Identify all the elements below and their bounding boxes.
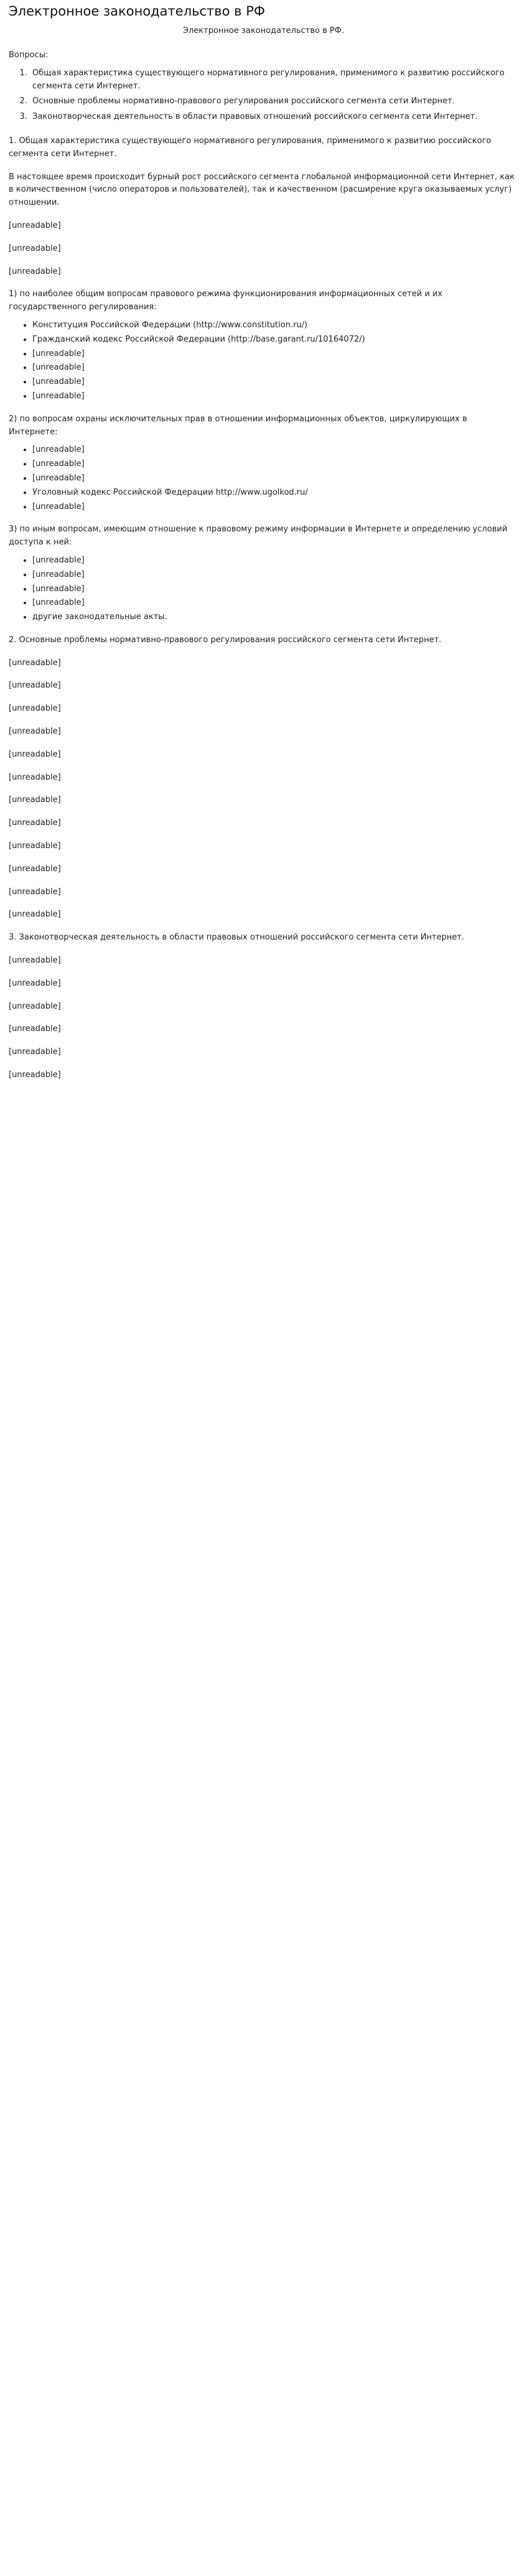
page-title: Электронное законодательство в РФ bbox=[9, 4, 265, 19]
paragraph: [unreadable] bbox=[9, 681, 61, 691]
section2-heading: 2. Основные проблемы нормативно-правового регулирования российского сегмента сети Интернет. bbox=[9, 635, 442, 645]
questions-list bbox=[9, 67, 518, 124]
paragraph: [unreadable] bbox=[9, 772, 61, 782]
list-item: • [unreadable] bbox=[32, 472, 518, 485]
paragraph: [unreadable] bbox=[9, 864, 61, 874]
document-subtitle: Электронное законодательство в РФ. bbox=[182, 26, 345, 35]
paragraph: [unreadable] bbox=[9, 749, 61, 759]
paragraph: [unreadable] bbox=[9, 1001, 61, 1011]
section3-heading: 3. Законотворческая деятельность в области правовых отношений российского сегмента сети Интернет. bbox=[9, 933, 465, 943]
question-item: 1. Общая характеристика существующего нормативного регулирования, применимого к развитию российского сегмента сети Интернет. bbox=[30, 67, 518, 93]
list-item: • [unreadable] bbox=[32, 390, 518, 403]
page-filler bbox=[9, 1092, 518, 2399]
list-item: • [unreadable] bbox=[32, 501, 518, 514]
list-item: • [unreadable] bbox=[32, 597, 518, 610]
paragraph: [unreadable] bbox=[9, 220, 61, 230]
list-item: • другие законодательные акты. bbox=[32, 611, 518, 624]
paragraph: [unreadable] bbox=[9, 1024, 61, 1034]
list-item: • Конституция Российской Федерации (http://www.constitution.ru/) bbox=[32, 319, 518, 332]
paragraph: [unreadable] bbox=[9, 727, 61, 737]
paragraph: [unreadable] bbox=[9, 243, 61, 253]
paragraph: [unreadable] bbox=[9, 818, 61, 828]
paragraph: [unreadable] bbox=[9, 910, 61, 920]
paragraph: [unreadable] bbox=[9, 956, 61, 966]
list3-heading: 3) по иным вопросам, имеющим отношение к правовому режиму информации в Интернете и определению условий доступа к ней: bbox=[9, 525, 508, 548]
laws-list-general bbox=[9, 319, 518, 403]
questions-label: Вопросы: bbox=[9, 50, 49, 60]
list-item: • [unreadable] bbox=[32, 583, 518, 596]
paragraph: В настоящее время происходит бурный рост российского сегмента глобальной информационной сети Интернет, как в количественном (число операторов и пользователей), так и качественном (расширение круга оказываемых услуг) отношении. bbox=[9, 172, 515, 208]
list-item: • [unreadable] bbox=[32, 458, 518, 471]
paragraph: [unreadable] bbox=[9, 1047, 61, 1057]
list-item: • [unreadable] bbox=[32, 348, 518, 361]
paragraph: [unreadable] bbox=[9, 978, 61, 988]
list-item: • [unreadable] bbox=[32, 569, 518, 582]
paragraph: [unreadable] bbox=[9, 795, 61, 805]
list-item: • Гражданский кодекс Российской Федерации (http://base.garant.ru/10164072/) bbox=[32, 334, 518, 347]
laws-list-other bbox=[9, 554, 518, 624]
paragraph: [unreadable] bbox=[9, 266, 61, 276]
laws-list-rights bbox=[9, 444, 518, 513]
list2-heading: 2) по вопросам охраны исключительных прав в отношении информационных объектов, циркулирующих в Интернете: bbox=[9, 414, 467, 437]
section1-heading: 1. Общая характеристика существующего нормативного регулирования, применимого к развитию российского сегмента сети Интернет. bbox=[9, 136, 492, 159]
paragraph: [unreadable] bbox=[9, 841, 61, 851]
list-item: • Уголовный кодекс Российской Федерации http://www.ugolkod.ru/ bbox=[32, 487, 518, 500]
question-item: 3. Законотворческая деятельность в области правовых отношений российского сегмента сети Интернет. bbox=[30, 111, 518, 124]
paragraph: [unreadable] bbox=[9, 887, 61, 897]
list1-heading: 1) по наиболее общим вопросам правового режима функционирования информационных сетей и их государственного регулирования: bbox=[9, 289, 443, 312]
paragraph: [unreadable] bbox=[9, 704, 61, 714]
list-item: • [unreadable] bbox=[32, 444, 518, 457]
paragraph: [unreadable] bbox=[9, 658, 61, 668]
question-item: 2. Основные проблемы нормативно-правового регулирования российского сегмента сети Интернет. bbox=[30, 95, 518, 108]
list-item: • [unreadable] bbox=[32, 554, 518, 567]
paragraph: [unreadable] bbox=[9, 1070, 61, 1080]
list-item: • [unreadable] bbox=[32, 376, 518, 389]
list-item: • [unreadable] bbox=[32, 362, 518, 375]
